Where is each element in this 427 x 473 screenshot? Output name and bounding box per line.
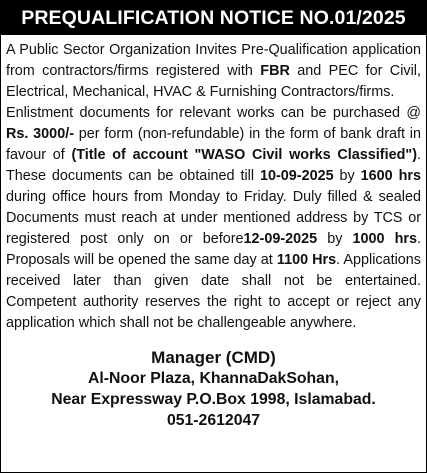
details-text-7: . Proposals will be opened the same day at [6,231,421,268]
details-text-5: during office hours from Monday to Friday. Duly filled & sealed Documents must reach at under mentioned address by TCS or registered post only on or before [6,189,421,247]
details-text-8: . Applications received later than given date shall not be entertained. Competent authority reserves the right to accept or reject any application which shall not be challengeable anywhere. [6,252,421,331]
intro-text: A Public Sector Organization Invites Pre-Qualification application from contractors/firms registered with [6,42,421,79]
notice-title: PREQUALIFICATION NOTICE NO.01/2025 [1,1,426,35]
purchase-deadline-date: 10-09-2025 [259,168,334,184]
details-paragraph [6,103,421,334]
notice-body [1,35,426,334]
details-text-2: per form (non-refundable) in the form of bank draft in favour of [6,126,421,163]
submission-deadline-time: 1000 hrs [352,231,417,247]
opening-time: 1100 Hrs [276,252,337,268]
intro-paragraph [6,40,421,103]
details-text-1: Enlistment documents for relevant works can be purchased @ [6,105,421,121]
details-text-3: . These documents can be obtained till [6,147,421,184]
contact-title: Manager (CMD) [151,348,276,367]
address-line-1: Al-Noor Plaza, KhannaDakSohan, [87,370,340,387]
phone-number: 051-2612047 [166,412,261,429]
fbr-label: FBR [260,63,290,79]
intro-text-cont: and PEC for Civil, Electrical, Mechanical, HVAC & Furnishing Contractors/firms. [6,63,421,100]
purchase-deadline-time: 1600 hrs [360,168,421,184]
details-text-4: by [333,168,361,184]
details-text-6: by [317,231,353,247]
account-title: (Title of account "WASO Civil works Classified") [71,147,417,163]
contact-block [1,347,426,431]
form-price: Rs. 3000/- [6,126,74,142]
submission-deadline-date: 12-09-2025 [243,231,318,247]
address-line-2: Near Expressway P.O.Box 1998, Islamabad. [51,391,376,408]
